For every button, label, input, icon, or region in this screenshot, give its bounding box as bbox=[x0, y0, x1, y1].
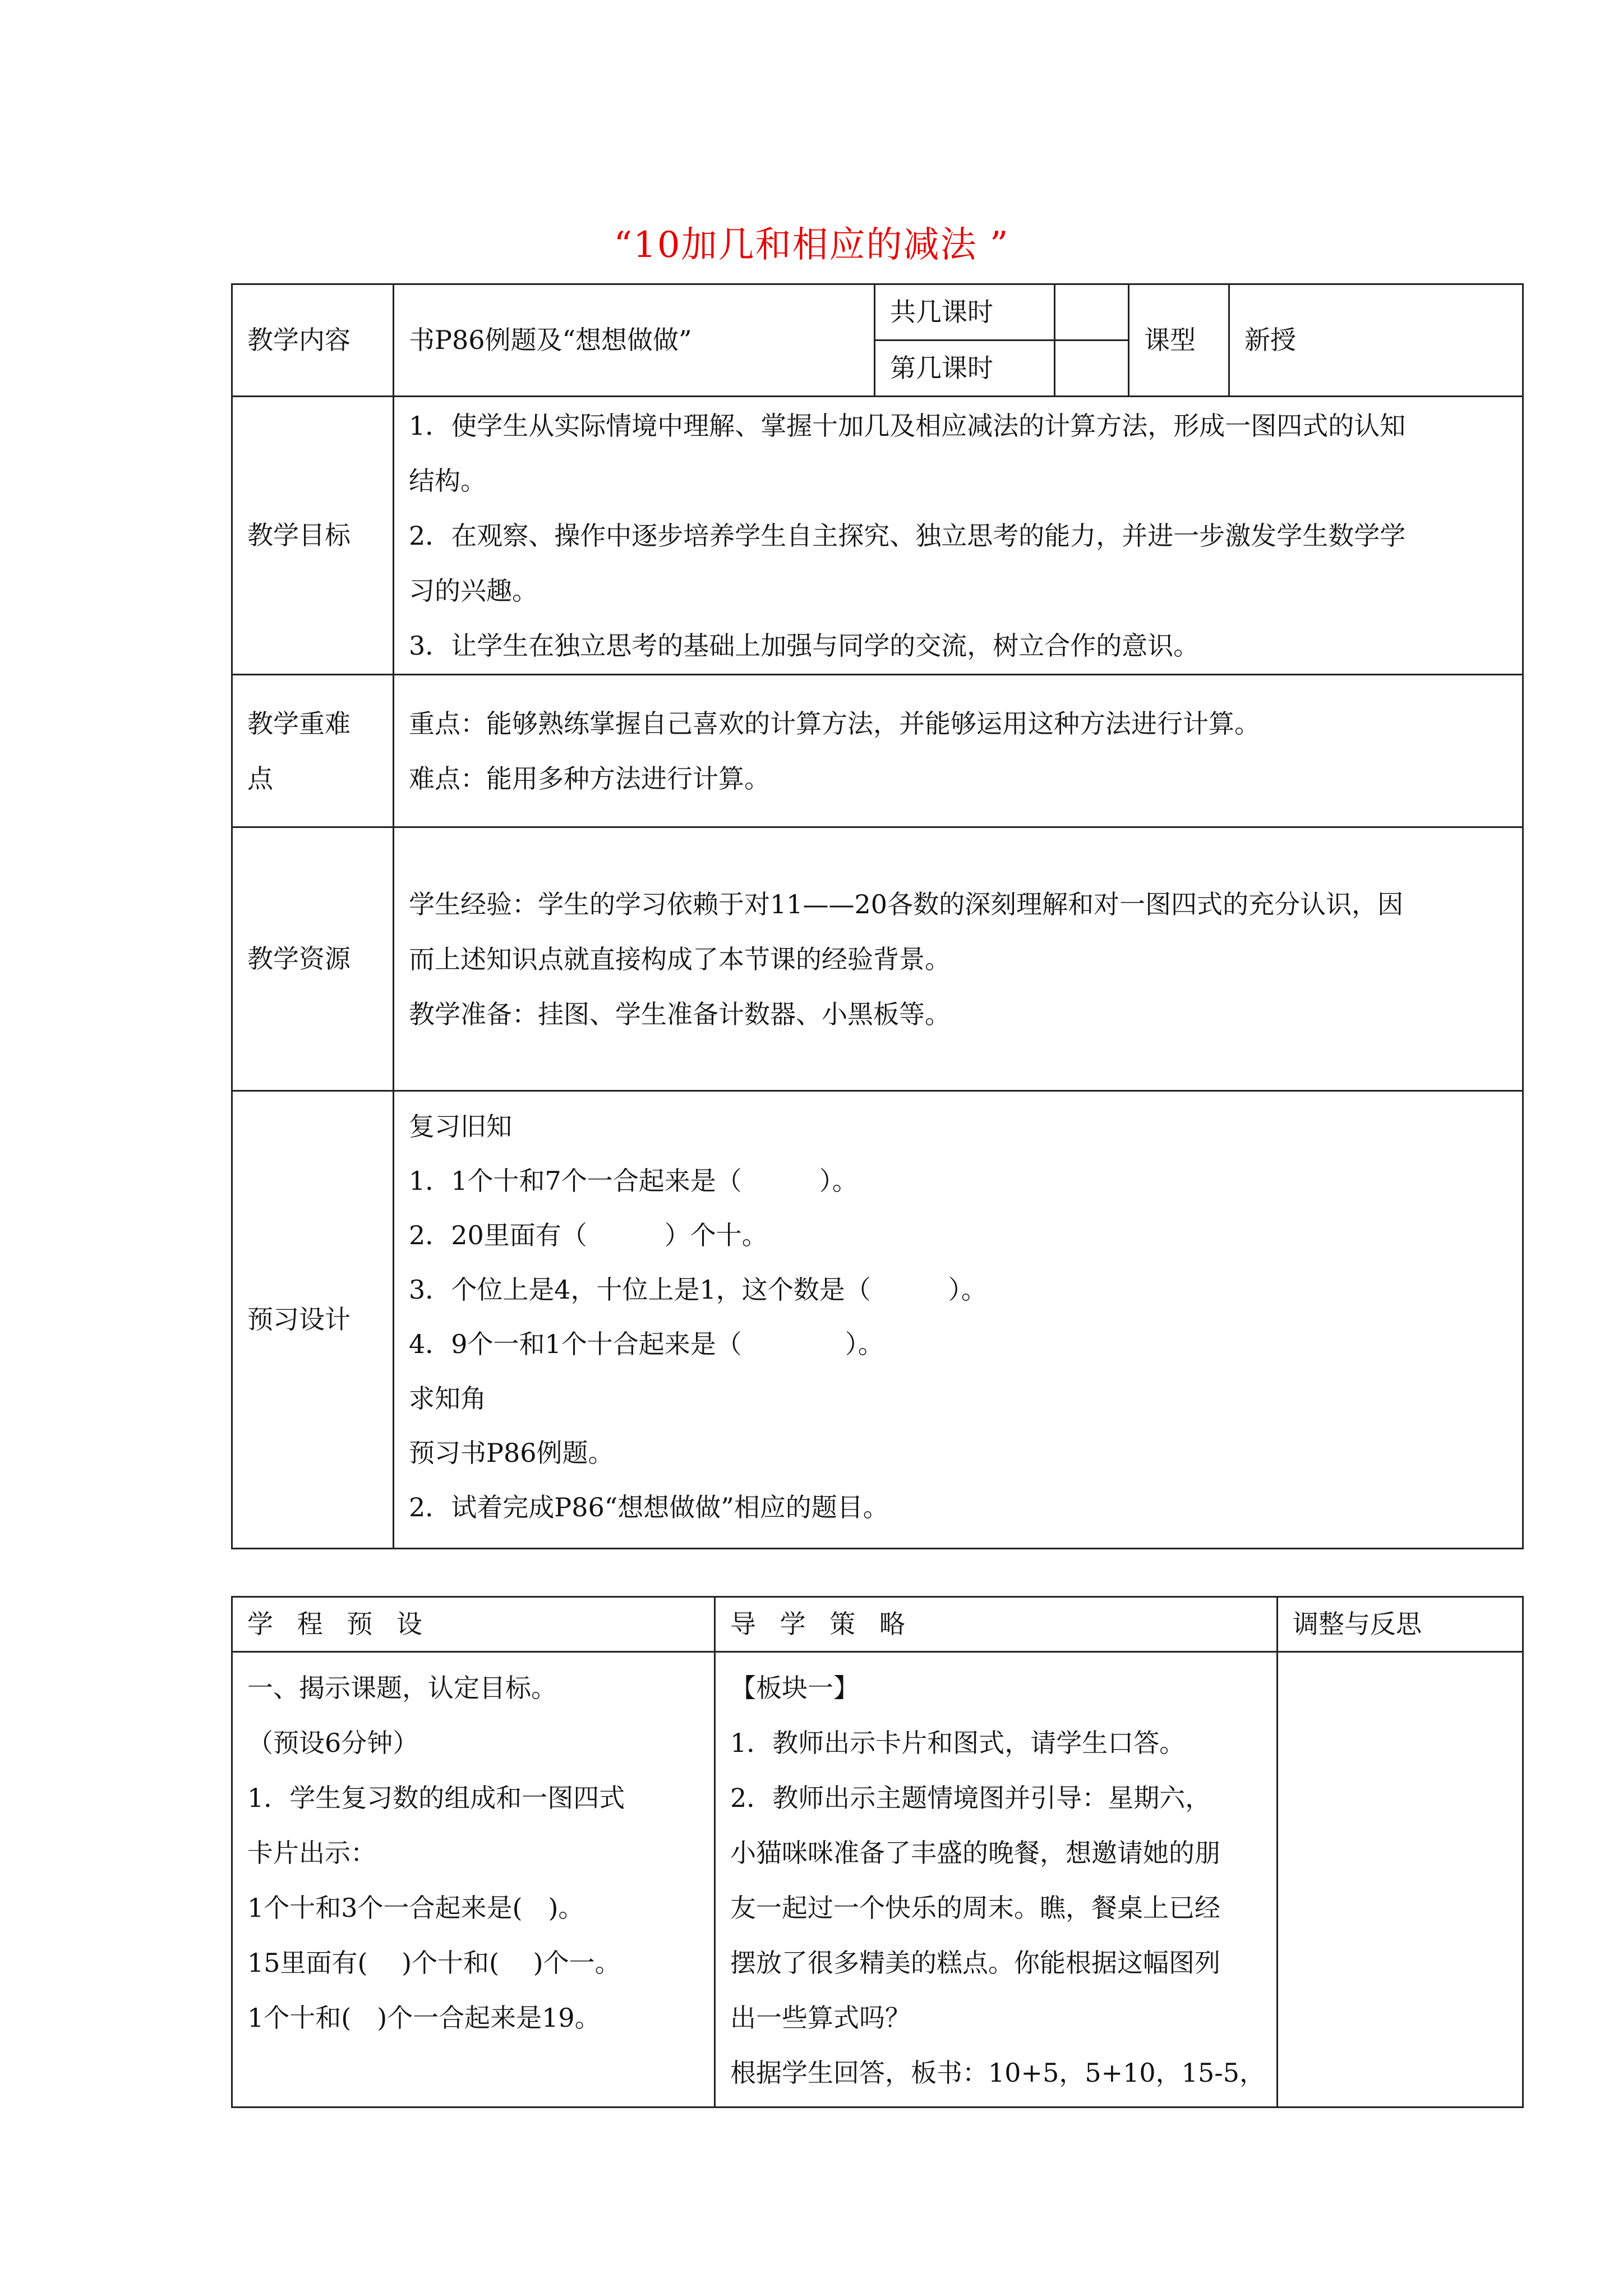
process-line: 1．学生复习数的组成和一图四式 bbox=[247, 1783, 625, 1813]
key-points-line: 难点：能用多种方法进行计算。 bbox=[409, 763, 770, 794]
total-periods-value bbox=[1055, 284, 1129, 341]
preview-line: 1．1个十和7个一合起来是（ ）。 bbox=[409, 1166, 858, 1196]
resources-line: 而上述知识点就直接构成了本节课的经验背景。 bbox=[409, 944, 951, 974]
goals-line: 1．使学生从实际情境中理解、掌握十加几及相应减法的计算方法，形成一图四式的认知 bbox=[409, 410, 1406, 441]
lesson-type-label: 课型 bbox=[1129, 284, 1229, 397]
goals-label: 教学目标 bbox=[232, 397, 394, 675]
preview-line: 2．20里面有（ ）个十。 bbox=[409, 1220, 768, 1250]
preview-content bbox=[394, 1091, 1523, 1549]
lesson-type-value: 新授 bbox=[1229, 284, 1523, 397]
goals-content bbox=[394, 397, 1523, 675]
process-content bbox=[232, 1652, 715, 2108]
header-process: 学 程 预 设 bbox=[232, 1597, 715, 1652]
process-line: （预设6分钟） bbox=[247, 1728, 419, 1758]
strategy-line: 友一起过一个快乐的周末。瞧，餐桌上已经 bbox=[730, 1893, 1220, 1923]
resources-label: 教学资源 bbox=[232, 827, 394, 1091]
preview-line: 2．试着完成P86“想想做做”相应的题目。 bbox=[409, 1492, 889, 1522]
header-strategy: 导 学 策 略 bbox=[715, 1597, 1278, 1652]
goals-line: 习的兴趣。 bbox=[409, 575, 538, 606]
resources-line: 教学准备：挂图、学生准备计数器、小黑板等。 bbox=[409, 999, 951, 1029]
key-points-label bbox=[232, 675, 394, 827]
header-reflection: 调整与反思 bbox=[1278, 1597, 1523, 1652]
goals-line: 3．让学生在独立思考的基础上加强与同学的交流，树立合作的意识。 bbox=[409, 630, 1200, 661]
key-points-label-line: 教学重难 bbox=[247, 708, 351, 739]
preview-line: 3．个位上是4，十位上是1，这个数是（ ）。 bbox=[409, 1274, 987, 1305]
lesson-info-table bbox=[231, 283, 1524, 1549]
strategy-line: 出一些算式吗？ bbox=[730, 2003, 911, 2033]
strategy-line: 1．教师出示卡片和图式，请学生口答。 bbox=[730, 1728, 1186, 1758]
preview-label: 预习设计 bbox=[232, 1091, 394, 1549]
key-points-line: 重点：能够熟练掌握自己喜欢的计算方法，并能够运用这种方法进行计算。 bbox=[409, 708, 1260, 739]
total-periods-label: 共几课时 bbox=[875, 284, 1055, 341]
content-value: 书P86例题及“想想做做” bbox=[394, 284, 875, 397]
process-line: 一、揭示课题，认定目标。 bbox=[247, 1673, 557, 1703]
preview-line: 预习书P86例题。 bbox=[409, 1438, 614, 1468]
learning-process-table bbox=[231, 1596, 1524, 2108]
preview-line: 复习旧知 bbox=[409, 1111, 512, 1142]
reflection-content bbox=[1278, 1652, 1523, 2108]
process-line: 15里面有( )个十和( )个一。 bbox=[247, 1948, 621, 1978]
strategy-line: 【板块一】 bbox=[730, 1673, 859, 1703]
key-points-content bbox=[394, 675, 1523, 827]
resources-content bbox=[394, 827, 1523, 1091]
process-line: 1个十和( )个一合起来是19。 bbox=[247, 2003, 601, 2033]
process-line: 1个十和3个一合起来是( )。 bbox=[247, 1893, 584, 1923]
preview-line: 4．9个一和1个十合起来是（ ）。 bbox=[409, 1329, 884, 1359]
strategy-line: 2．教师出示主题情境图并引导：星期六， bbox=[730, 1783, 1211, 1813]
page-title: “10加几和相应的减法 ” bbox=[614, 224, 1009, 266]
resources-line: 学生经验：学生的学习依赖于对11——20各数的深刻理解和对一图四式的充分认识，因 bbox=[409, 889, 1404, 919]
goals-line: 2．在观察、操作中逐步培养学生自主探究、独立思考的能力，并进一步激发学生数学学 bbox=[409, 520, 1406, 551]
preview-line: 求知角 bbox=[409, 1383, 486, 1414]
process-line: 卡片出示： bbox=[247, 1838, 376, 1868]
goals-line: 结构。 bbox=[409, 465, 486, 496]
strategy-line: 摆放了很多精美的糕点。你能根据这幅图列 bbox=[730, 1948, 1220, 1978]
strategy-line: 小猫咪咪准备了丰盛的晚餐，想邀请她的朋 bbox=[730, 1838, 1220, 1868]
strategy-line: 根据学生回答，板书：10+5，5+10，15-5， bbox=[730, 2058, 1266, 2088]
strategy-content bbox=[715, 1652, 1278, 2108]
period-number-value bbox=[1055, 341, 1129, 397]
key-points-label-line: 点 bbox=[247, 763, 273, 794]
period-number-label: 第几课时 bbox=[875, 341, 1055, 397]
content-label: 教学内容 bbox=[232, 284, 394, 397]
